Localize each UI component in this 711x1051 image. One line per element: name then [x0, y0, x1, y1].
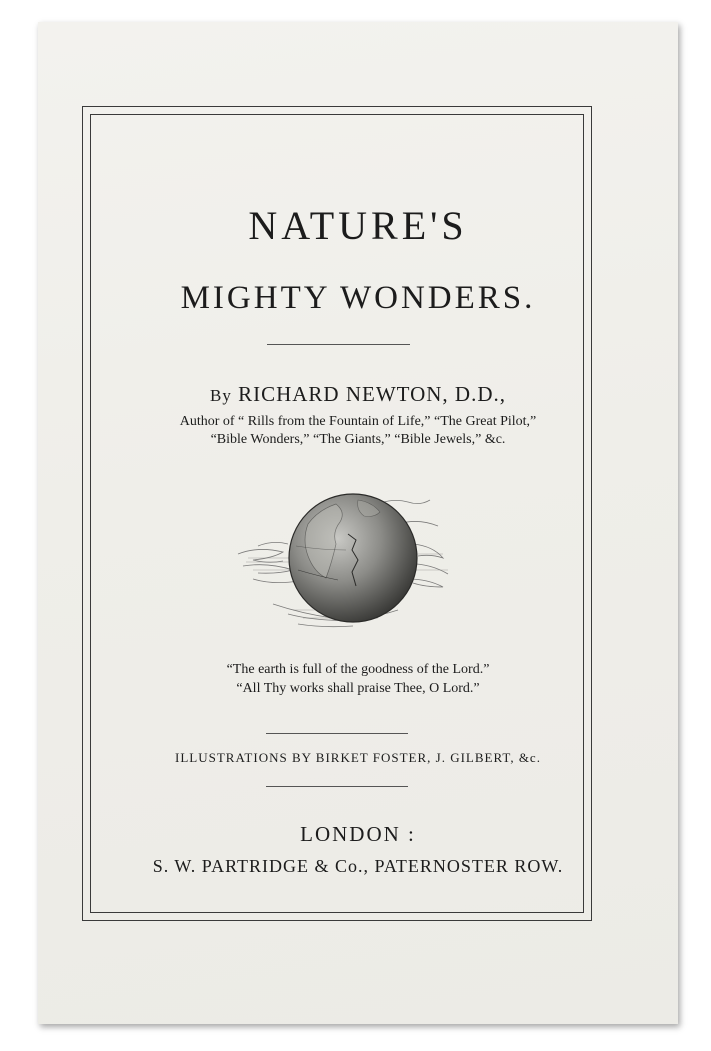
- author-works-line-1: Author of “ Rills from the Fountain of Life,” “The Great Pilot,”: [179, 414, 537, 429]
- author-works-line-2: “Bible Wonders,” “The Giants,” “Bible Jewels,” &c.: [210, 432, 506, 447]
- globe-engraving-icon: [198, 484, 468, 640]
- byline: [38, 382, 678, 407]
- author-name: RICHARD NEWTON, D.D.,: [238, 382, 507, 406]
- epigraph-line-1: “The earth is full of the goodness of the Lord.”: [226, 662, 490, 677]
- illustrations-credit: ILLUSTRATIONS BY BIRKET FOSTER, J. GILBERT, &c.: [175, 750, 541, 765]
- epigraph-line-2: “All Thy works shall praise Thee, O Lord.”: [236, 681, 480, 696]
- title-page: [38, 22, 678, 1024]
- divider-rule: [267, 344, 410, 345]
- divider-rule: [266, 733, 408, 734]
- book-title-line-1: NATURE'S: [248, 203, 468, 248]
- divider-rule: [266, 786, 408, 787]
- imprint-city: LONDON :: [300, 822, 416, 846]
- imprint-publisher: S. W. PARTRIDGE & Co., PATERNOSTER ROW.: [152, 856, 564, 876]
- book-title-line-2: MIGHTY WONDERS.: [180, 280, 536, 316]
- byline-by: By: [209, 386, 232, 405]
